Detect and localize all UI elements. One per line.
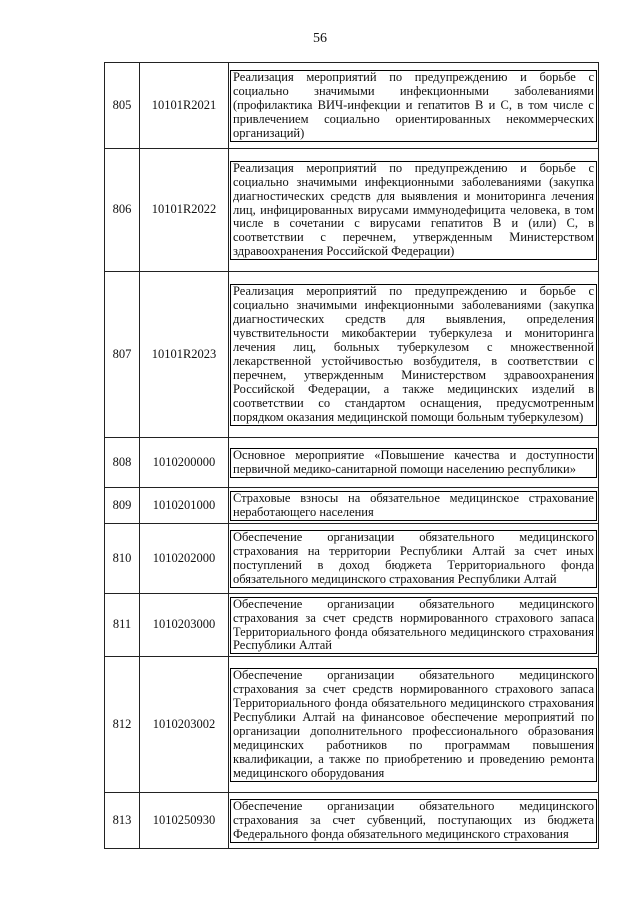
classification-code: 1010250930	[140, 793, 229, 849]
row-description: Обеспечение организации обязательного медицинского страхования на территории Республики Алтай за счет иных поступлений в доход бюджета Территориального фонда обязательного медицинского страхования Республики Алтай	[230, 530, 597, 588]
table-row	[105, 594, 599, 657]
budget-classification-table	[104, 62, 599, 849]
row-number: 808	[105, 438, 140, 488]
row-description-cell	[229, 149, 599, 272]
classification-code: 10101R2021	[140, 63, 229, 149]
row-description-cell	[229, 438, 599, 488]
row-description-cell	[229, 63, 599, 149]
row-description: Обеспечение организации обязательного медицинского страхования за счет субвенций, поступающих из бюджета Федерального фонда обязательного медицинского страхования	[230, 799, 597, 843]
row-description: Реализация мероприятий по предупреждению и борьбе с социально значимыми инфекционными заболеваниями (закупка диагностических средств для выявления и мониторинга лечения лиц, инфицированных вирусами иммунодефицита человека, в том числе в сочетании с вирусами гепатитов В и (или) С, в соответствии с перечнем, утвержденным Министерством здравоохранения Российской Федерации)	[230, 161, 597, 260]
row-description: Реализация мероприятий по предупреждению и борьбе с социально значимыми инфекционными заболеваниями (закупка диагностических средств для выявления, определения чувствительности микобактерии туберкулеза и мониторинга лечения лиц, больных туберкулезом с множественной лекарственной устойчивостью возбудителя, в соответствии с перечнем, утвержденным Министерством здравоохранения Российской Федерации, а также медицинских изделий в соответствии со стандартом оснащения, предусмотренным порядком оказания медицинской помощи больным туберкулезом)	[230, 284, 597, 425]
row-description-cell	[229, 488, 599, 524]
row-number: 809	[105, 488, 140, 524]
classification-code: 1010202000	[140, 524, 229, 594]
classification-code: 10101R2022	[140, 149, 229, 272]
classification-code: 1010203000	[140, 594, 229, 657]
classification-code: 1010200000	[140, 438, 229, 488]
row-number: 813	[105, 793, 140, 849]
page-number: 56	[313, 31, 327, 46]
table-row	[105, 149, 599, 272]
table-row	[105, 438, 599, 488]
row-number: 811	[105, 594, 140, 657]
row-description: Обеспечение организации обязательного медицинского страхования за счет средств нормированного страхового запаса Территориального фонда обязательного медицинского страхования Республики Алтай на финансовое обеспечение мероприятий по организации дополнительного профессионального образования медицинских работников по программам повышения квалификации, а также по приобретению и проведению ремонта медицинского оборудования	[230, 668, 597, 781]
classification-code: 1010201000	[140, 488, 229, 524]
row-description-cell	[229, 793, 599, 849]
classification-code: 1010203002	[140, 657, 229, 793]
row-number: 807	[105, 272, 140, 438]
row-description-cell	[229, 272, 599, 438]
table-row	[105, 793, 599, 849]
row-description: Страховые взносы на обязательное медицинское страхование неработающего населения	[230, 491, 597, 521]
row-number: 805	[105, 63, 140, 149]
table-row	[105, 488, 599, 524]
row-description: Основное мероприятие «Повышение качества и доступности первичной медико-санитарной помощи населению республики»	[230, 448, 597, 478]
table-row	[105, 657, 599, 793]
table-row	[105, 63, 599, 149]
row-number: 810	[105, 524, 140, 594]
row-description-cell	[229, 657, 599, 793]
classification-code: 10101R2023	[140, 272, 229, 438]
row-description-cell	[229, 524, 599, 594]
table-row	[105, 524, 599, 594]
row-description: Обеспечение организации обязательного медицинского страхования за счет средств нормированного страхового запаса Территориального фонда обязательного медицинского страхования Республики Алтай	[230, 597, 597, 655]
row-description-cell	[229, 594, 599, 657]
table-row	[105, 272, 599, 438]
row-description: Реализация мероприятий по предупреждению и борьбе с социально значимыми инфекционными заболеваниями (профилактика ВИЧ-инфекции и гепатитов В и С, в том числе с привлечением социально ориентированных некоммерческих организаций)	[230, 70, 597, 142]
row-number: 812	[105, 657, 140, 793]
row-number: 806	[105, 149, 140, 272]
